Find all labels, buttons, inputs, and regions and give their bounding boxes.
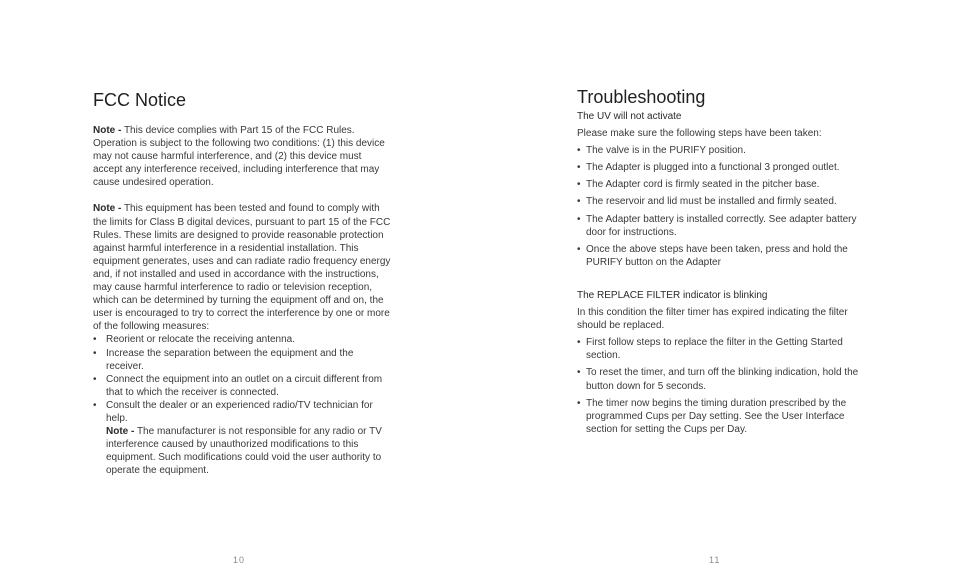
bullet-icon: • bbox=[577, 145, 581, 157]
note-text: This equipment has been tested and found to comply with the limits for Class B digital devices, pursuant to part 15 of the FCC Rules. These limits are designed to provide reasonable protection against harmful interference in a residential installation. This equipment generates, uses and can radiate radio frequency energy and, if not installed and used in accordance with the instructions, may cause harmful interference to radio or television reception, which can be determined by turning the equipment off and on, the user is encouraged to try to correct the interference by one or more of the following measures: bbox=[93, 203, 391, 333]
troubleshooting-body bbox=[577, 110, 877, 436]
note-text: The manufacturer is not responsible for any radio or TV interference caused by unauthorized modifications to this equipment. Such modifications could void the user authority to operate the equipment. bbox=[106, 426, 382, 477]
list-item-text: The timer now begins the timing duration prescribed by the programmed Cups per Day setting. See the User Interface section for setting the Cups per Day. bbox=[586, 397, 847, 435]
section-intro-uv: Please make sure the following steps have been taken: bbox=[577, 128, 822, 140]
bullet-icon: • bbox=[93, 334, 97, 346]
list-item-text: Increase the separation between the equipment and the receiver. bbox=[106, 347, 354, 372]
bullet-icon: • bbox=[93, 373, 97, 385]
list-item-text: The reservoir and lid must be installed and firmly seated. bbox=[586, 196, 837, 208]
note-text: This device complies with Part 15 of the FCC Rules. Operation is subject to the following two conditions: (1) this device may not cause harmful interference, and (2) this device must accept any interference received, including interference that may cause undesired operation. bbox=[93, 125, 385, 189]
list-item bbox=[93, 399, 393, 425]
list-item-text: The Adapter is plugged into a functional 3 pronged outlet. bbox=[586, 162, 840, 174]
list-item bbox=[577, 213, 877, 239]
bullet-icon: • bbox=[577, 179, 581, 191]
right-page bbox=[477, 0, 954, 588]
bullet-icon: • bbox=[93, 347, 97, 359]
page-number: 10 bbox=[233, 555, 246, 565]
interference-measures-list bbox=[93, 333, 393, 425]
list-item bbox=[577, 397, 877, 436]
list-item-text: First follow steps to replace the filter in the Getting Started section. bbox=[586, 337, 843, 362]
bullet-icon: • bbox=[577, 162, 581, 174]
list-item-text: Consult the dealer or an experienced radio/TV technician for help. bbox=[106, 399, 373, 424]
list-item-text: The valve is in the PURIFY position. bbox=[586, 145, 746, 157]
list-item bbox=[577, 336, 877, 362]
list-item bbox=[93, 373, 393, 399]
list-item-text: Reorient or relocate the receiving antenna. bbox=[106, 334, 296, 346]
troubleshooting-title: Troubleshooting bbox=[577, 87, 706, 107]
list-item bbox=[577, 195, 877, 208]
note-label: Note - bbox=[106, 426, 135, 438]
bullet-icon: • bbox=[577, 367, 581, 379]
list-item bbox=[577, 144, 877, 157]
list-item-text: Once the above steps have been taken, press and hold the PURIFY button on the Adapter bbox=[586, 243, 848, 268]
list-item-text: The Adapter cord is firmly seated in the pitcher base. bbox=[586, 179, 820, 191]
section-heading-replace-filter: The REPLACE FILTER indicator is blinking bbox=[577, 289, 768, 301]
bullet-icon: • bbox=[577, 337, 581, 349]
bullet-icon: • bbox=[93, 399, 97, 411]
list-item bbox=[577, 161, 877, 174]
fcc-notice-title: FCC Notice bbox=[93, 90, 187, 110]
section-intro-replace-filter: In this condition the filter timer has expired indicating the filter should be replaced. bbox=[577, 307, 848, 332]
list-item-text: The Adapter battery is installed correctly. See adapter battery door for instructions. bbox=[586, 213, 857, 238]
list-item-text: To reset the timer, and turn off the blinking indication, hold the button down for 5 seconds. bbox=[586, 367, 859, 392]
list-item-text: Connect the equipment into an outlet on a circuit different from that to which the receiver is connected. bbox=[106, 373, 383, 398]
replace-filter-steps-list bbox=[577, 336, 877, 436]
page-number: 11 bbox=[709, 555, 721, 565]
fcc-note-paragraph-2 bbox=[93, 202, 393, 333]
bullet-icon: • bbox=[577, 196, 581, 208]
fcc-note-paragraph-3 bbox=[93, 425, 393, 477]
list-item bbox=[577, 366, 877, 392]
uv-steps-list bbox=[577, 144, 877, 269]
fcc-notice-body bbox=[93, 124, 393, 477]
list-item bbox=[577, 243, 877, 269]
list-item bbox=[93, 347, 393, 373]
list-item bbox=[577, 178, 877, 191]
section-heading-uv: The UV will not activate bbox=[577, 111, 682, 122]
bullet-icon: • bbox=[577, 397, 581, 409]
list-item bbox=[93, 333, 393, 346]
bullet-icon: • bbox=[577, 243, 581, 255]
note-label: Note - bbox=[93, 125, 122, 136]
bullet-icon: • bbox=[577, 213, 581, 225]
note-label: Note - bbox=[93, 203, 122, 215]
fcc-note-paragraph-1 bbox=[93, 124, 393, 189]
